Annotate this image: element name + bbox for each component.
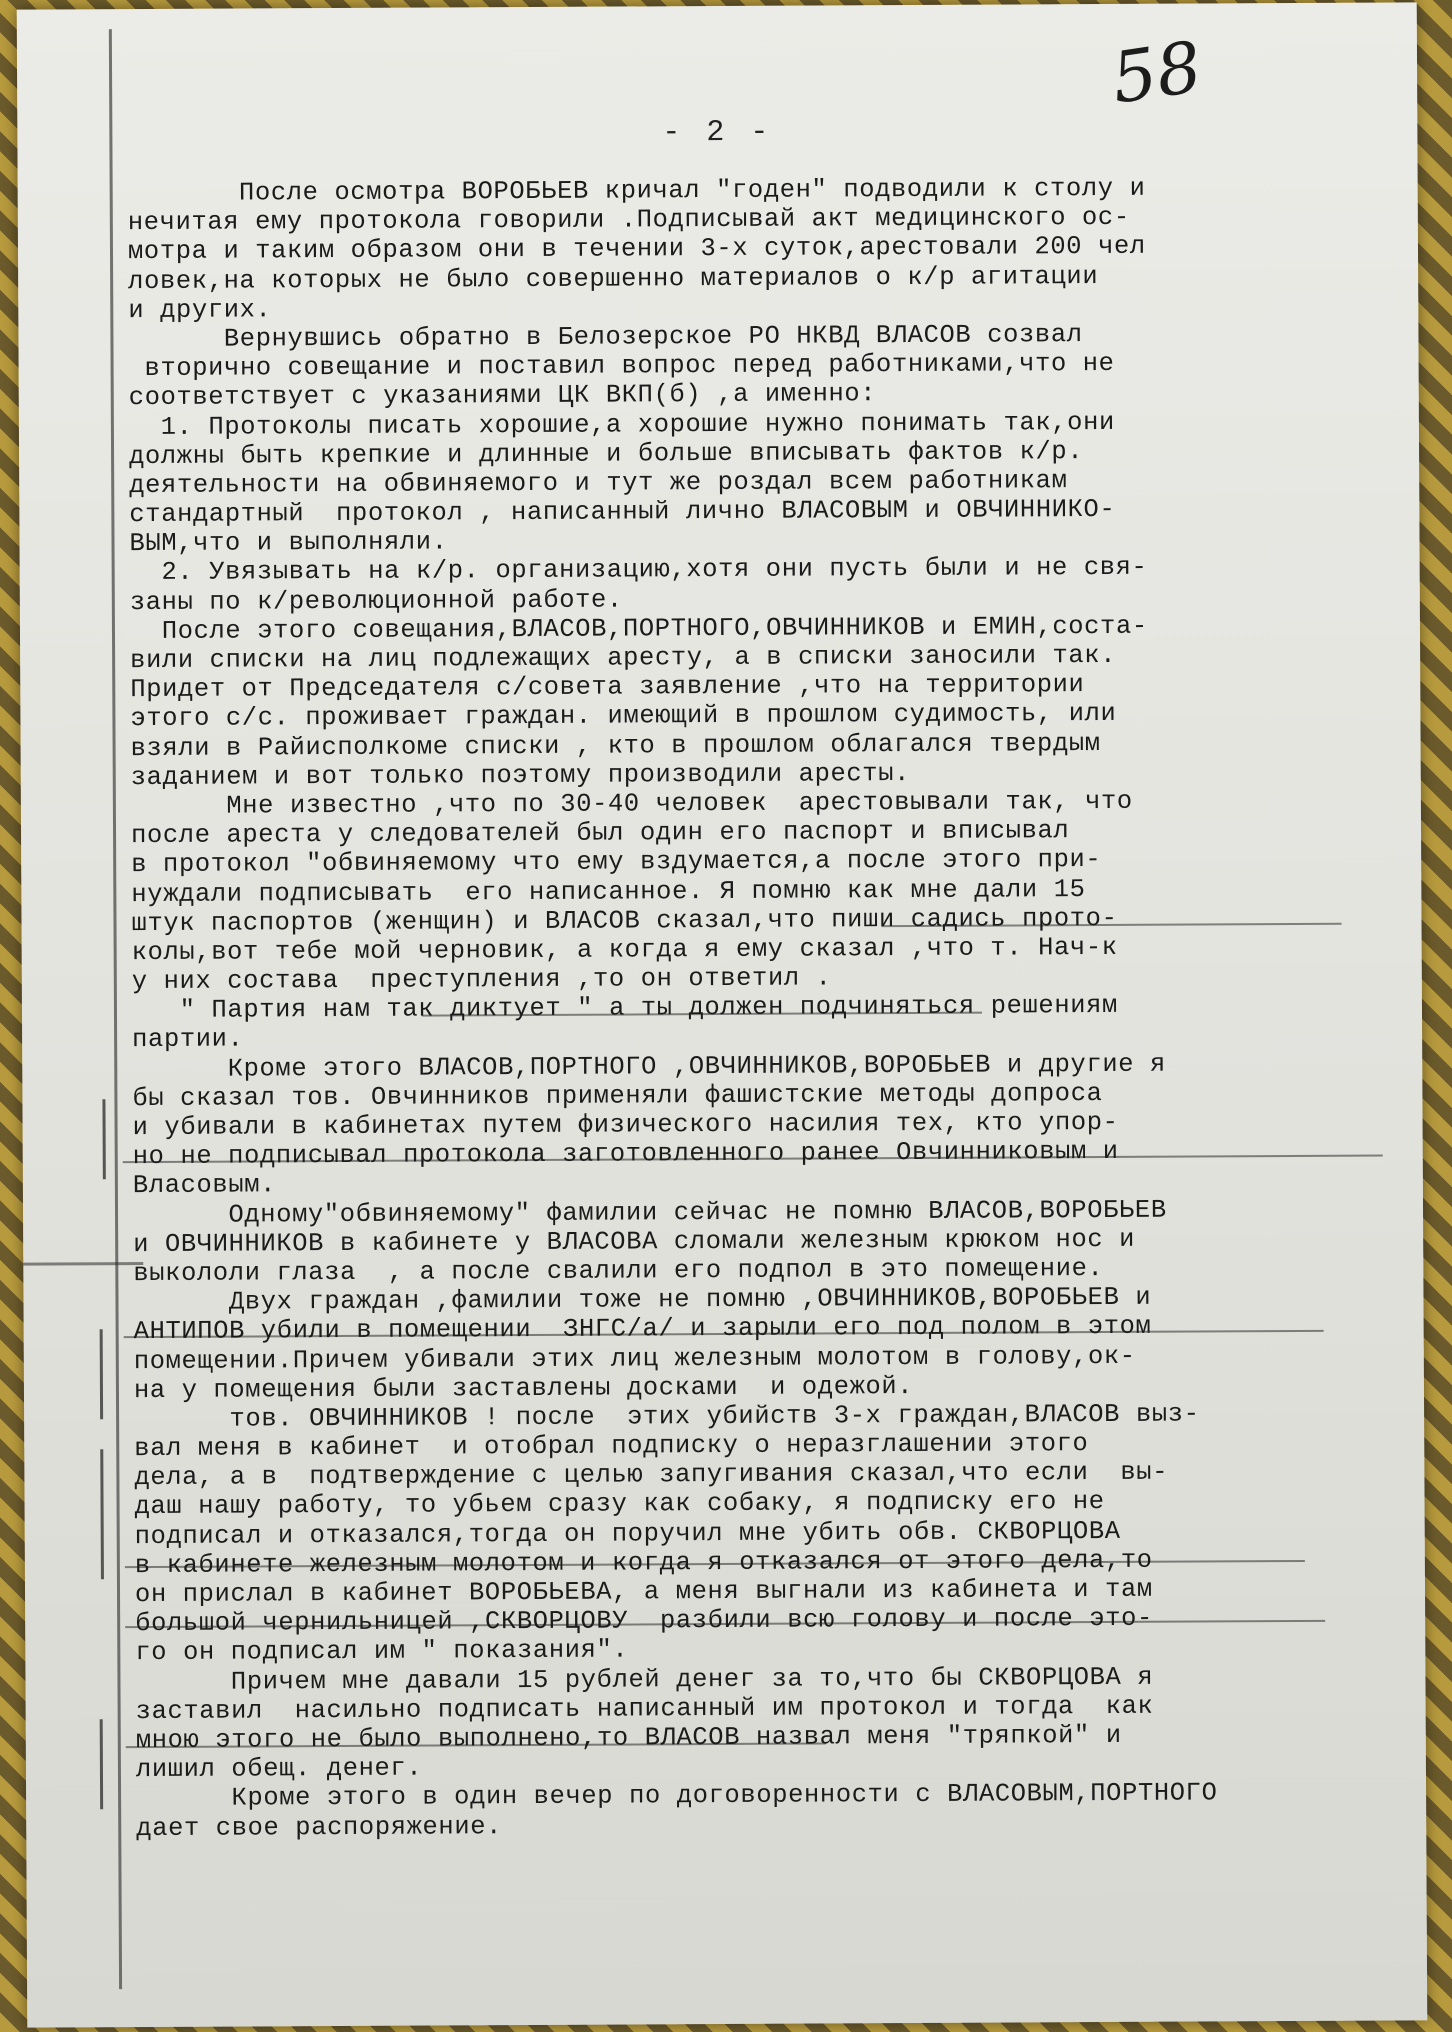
text-line: мною этого не было выполнено,то ВЛАСОВ назвал меня "тряпкой" и [135, 1720, 1122, 1756]
text-line: " Партия нам так диктует " а ты должен подчиняться решениям [131, 991, 1119, 1026]
document-body [128, 172, 1422, 1842]
text-line: После этого совещания,ВЛАСОВ,ПОРТНОГО,ОВЧИННИКОВ и ЕМИН,соста- [129, 611, 1148, 646]
text-line: соответствует с указаниями ЦК ВКП(б) ,а именно: [128, 379, 877, 413]
text-line: он прислал в кабинет ВОРОБЬЕВА, а меня выгнали из кабинета и там [134, 1574, 1153, 1610]
text-line: ловек,на которых не было совершенно материалов о к/р агитации [128, 261, 1099, 296]
text-line: и убивали в кабинетах путем физического насилия тех, кто упор- [132, 1107, 1119, 1143]
text-line: Мне известно ,что по 30-40 человек арестовывали так, что [130, 786, 1133, 822]
text-line: и ОВЧИННИКОВ в кабинете у ВЛАСОВА сломали железным крюком нос и [133, 1224, 1136, 1259]
text-line: заданием и вот только поэтому производили аресты. [130, 758, 911, 792]
text-line: Кроме этого в один вечер по договоренности с ВЛАСОВЫМ,ПОРТНОГО [136, 1778, 1218, 1814]
text-line: 2. Увязывать на к/р. организацию,хотя они пусть были и не свя- [129, 553, 1148, 588]
text-line: АНТИПОВ убили в помещении ЗНГС/а/ и зарыли его под полом в этом [133, 1312, 1152, 1347]
text-line: вторично совещание и поставил вопрос перед работниками,что не [128, 349, 1115, 384]
text-line: Придет от Председателя с/совета заявление ,что на территории [130, 670, 1085, 705]
text-line: на у помещения были заставлены досками и одежой. [133, 1371, 914, 1405]
text-line: Власовым. [132, 1170, 277, 1201]
document-page [17, 2, 1428, 2027]
text-line: штук паспортов (женщин) и ВЛАСОВ сказал,что пиши садись прото- [131, 903, 1118, 938]
text-line: ВЫМ,что и выполняли. [129, 527, 448, 559]
ink-mark [23, 1262, 143, 1266]
text-line: этого с/с. проживает граждан. имеющий в прошлом судимость, или [130, 699, 1117, 734]
text-line: в кабинете железным молотом и когда я отказался от этого дела,то [134, 1545, 1153, 1580]
page-number: - 2 - [662, 115, 773, 151]
text-line: дела, а в подтверждение с целью запугивания сказал,что если вы- [134, 1457, 1169, 1493]
text-line: нечитая ему протокола говорили .Подписывай акт медицинского ос- [127, 203, 1130, 238]
text-line: даш нашу работу, то убьем сразу как собаку, я подписку его не [134, 1487, 1105, 1522]
text-line: Кроме этого ВЛАСОВ,ПОРТНОГО ,ОВЧИННИКОВ,ВОРОБЬЕВ и другие я [132, 1049, 1167, 1084]
text-line: помещении.Причем убивали этих лиц железным молотом в голову,ок- [133, 1341, 1136, 1376]
text-line: в протокол "обвиняемому что ему вздумается,а после этого при- [131, 845, 1102, 880]
text-line: подписал и отказался,тогда он поручил мне убить обв. СКВОРЦОВА [134, 1516, 1121, 1551]
margin-mark [100, 1329, 103, 1419]
text-line: 1. Протоколы писать хорошие,а хорошие нужно понимать так,они [128, 407, 1115, 442]
text-line: должны быть крепкие и длинные и больше вписывать фактов к/р. [128, 436, 1084, 471]
margin-mark [100, 1719, 103, 1809]
text-line: го он подписал им " показания". [135, 1635, 629, 1668]
text-line: мотра и таким образом они в течении 3-х суток,арестовали 200 чел [127, 232, 1146, 267]
text-line: и других. [128, 295, 272, 325]
text-line: большой чернильницей ,СКВОРЦОВУ разбили всю голову и после это- [135, 1603, 1154, 1639]
text-line: тов. ОВЧИННИКОВ ! после этих убийств 3-х граждан,ВЛАСОВ выз- [134, 1399, 1200, 1434]
text-line: дает свое распоряжение. [136, 1811, 503, 1843]
text-line: Вернувшись обратно в Белозерское РО НКВД ВЛАСОВ созвал [128, 320, 1083, 355]
text-line: стандартный протокол , написанный лично ВЛАСОВЫМ и ОВЧИННИКО- [129, 494, 1116, 530]
text-line: выкололи глаза , а после свалили его подпол в это помещение. [133, 1253, 1104, 1289]
text-line: после ареста у следователей был один его паспорт и вписывал [130, 816, 1070, 851]
text-line: Причем мне давали 15 рублей денег за то,что бы СКВОРЦОВА я [135, 1662, 1154, 1697]
text-line: колы,вот тебе мой черновик, а когда я ему сказал ,что т. Нач-к [131, 932, 1118, 967]
text-line: Одному"обвиняемому" фамилии сейчас не помню ВЛАСОВ,ВОРОБЬЕВ [132, 1195, 1167, 1230]
folio-number: 58 [1106, 25, 1207, 120]
text-line: заставил насильно подписать написанный им протокол и тогда как [135, 1691, 1154, 1726]
text-line: взяли в Райисполкоме списки , кто в прошлом облагался твердым [130, 728, 1101, 763]
left-fold-line [109, 29, 122, 1989]
text-line: у них состава преступления ,то он ответил . [131, 963, 832, 997]
margin-mark [100, 1449, 104, 1579]
text-line: Двух граждан ,фамилии тоже не помню ,ОВЧИННИКОВ,ВОРОБЬЕВ и [133, 1282, 1152, 1318]
text-line: нуждали подписывать его написанное. Я помню как мне дали 15 [131, 874, 1086, 909]
text-line: партии. [132, 1024, 244, 1055]
text-line: лишил обещ. денег. [135, 1753, 423, 1785]
text-line: деятельности на обвиняемого и тут же роздал всем работникам [129, 466, 1068, 500]
text-line: вили списки на лиц подлежащих аресту, а в списки заносили так. [130, 640, 1117, 676]
text-line: вал меня в кабинет и отобрал подписку о неразглашении этого [134, 1429, 1089, 1464]
text-line: бы сказал тов. Овчинников применяли фашистские методы допроса [132, 1078, 1103, 1113]
text-line: но не подписывал протокола заготовленного ранее Овчинниковым и [132, 1137, 1119, 1172]
text-line: После осмотра ВОРОБЬЕВ кричал "годен" подводили к столу и [127, 173, 1146, 209]
text-line: заны по к/революционной работе. [129, 585, 623, 617]
margin-mark [102, 1099, 105, 1179]
